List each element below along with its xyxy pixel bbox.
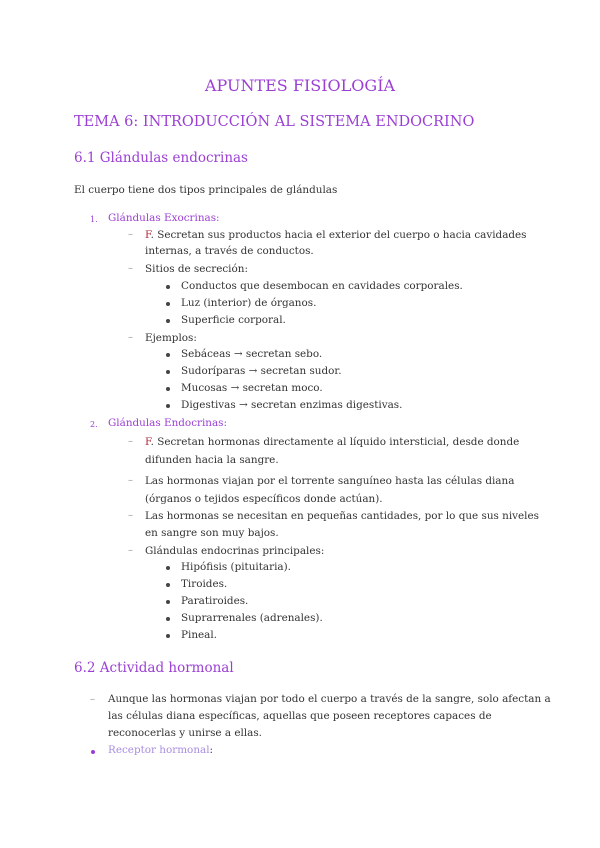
bullet-dot	[166, 387, 170, 391]
dash-bullet: –	[128, 545, 133, 556]
endocrine-point-2-line-1: Las hormonas viajan por el torrente sanguíneo hasta las células diana	[145, 475, 515, 487]
list-number-1: 1.	[90, 215, 98, 224]
hormonal-activity-line-3: reconocerlas y unirse a ellas.	[108, 727, 262, 739]
dash-bullet: –	[90, 694, 95, 705]
list-item: Pineal.	[181, 629, 217, 641]
dash-bullet: –	[128, 510, 133, 521]
exocrine-heading: Glándulas Exocrinas:	[108, 212, 220, 224]
hormone-receptor-heading: Receptor hormonal:	[108, 744, 214, 756]
bullet-dot	[166, 302, 170, 306]
endocrine-function-line: F. Secretan hormonas directamente al líquido intersticial, desde donde	[145, 436, 520, 448]
bullet-dot	[166, 634, 170, 638]
list-item: Sudoríparas → secretan sudor.	[181, 365, 342, 377]
endocrine-function-line-2: difunden hacia la sangre.	[145, 454, 279, 466]
list-item: Sebáceas → secretan sebo.	[181, 348, 323, 360]
function-label: F	[145, 229, 151, 241]
bullet-dot	[166, 319, 170, 323]
section-heading-6-2: 6.2 Actividad hormonal	[74, 660, 234, 676]
list-item: Luz (interior) de órganos.	[181, 297, 317, 309]
dash-bullet: –	[128, 436, 133, 447]
bullet-dot	[166, 617, 170, 621]
list-item: Suprarrenales (adrenales).	[181, 612, 323, 624]
exocrine-function-line-2: internas, a través de conductos.	[145, 245, 314, 257]
bullet-dot	[166, 566, 170, 570]
section-heading-6-1: 6.1 Glándulas endocrinas	[74, 150, 248, 166]
list-item: Paratiroides.	[181, 595, 249, 607]
chapter-heading: TEMA 6: INTRODUCCIÓN AL SISTEMA ENDOCRINO	[74, 114, 475, 130]
list-item: Mucosas → secretan moco.	[181, 382, 323, 394]
main-glands-label: Glándulas endocrinas principales:	[145, 545, 325, 557]
dash-bullet: –	[128, 229, 133, 240]
bullet-dot	[166, 285, 170, 289]
list-number-2: 2.	[90, 420, 98, 429]
bullet-dot	[91, 750, 95, 754]
list-item: Digestivas → secretan enzimas digestivas.	[181, 399, 403, 411]
bullet-dot	[166, 404, 170, 408]
dash-bullet: –	[128, 475, 133, 486]
endocrine-point-2-line-2: (órganos o tejidos específicos donde actúan).	[145, 493, 383, 505]
endocrine-point-3-line-1: Las hormonas se necesitan en pequeñas cantidades, por lo que sus niveles	[145, 510, 539, 522]
list-item: Conductos que desembocan en cavidades corporales.	[181, 280, 463, 292]
intro-paragraph: El cuerpo tiene dos tipos principales de glándulas	[74, 184, 338, 196]
bullet-dot	[166, 370, 170, 374]
dash-bullet: –	[128, 332, 133, 343]
exocrine-function-line: F. Secretan sus productos hacia el exterior del cuerpo o hacia cavidades	[145, 229, 527, 241]
endocrine-heading: Glándulas Endocrinas:	[108, 417, 228, 429]
list-item: Hipófisis (pituitaria).	[181, 561, 291, 573]
bullet-dot	[166, 353, 170, 357]
examples-label: Ejemplos:	[145, 332, 197, 344]
function-label: F	[145, 436, 151, 448]
dash-bullet: –	[128, 263, 133, 274]
bullet-dot	[166, 600, 170, 604]
bullet-dot	[166, 583, 170, 587]
hormonal-activity-line-2: las células diana específicas, aquellas que poseen receptores capaces de	[108, 710, 492, 722]
list-item: Superficie corporal.	[181, 314, 286, 326]
hormonal-activity-line-1: Aunque las hormonas viajan por todo el cuerpo a través de la sangre, solo afectan a	[108, 693, 551, 705]
secretion-sites-label: Sitios de secreción:	[145, 263, 248, 275]
endocrine-point-3-line-2: en sangre son muy bajos.	[145, 527, 279, 539]
document-title: APUNTES FISIOLOGÍA	[204, 76, 396, 95]
list-item: Tiroides.	[181, 578, 228, 590]
